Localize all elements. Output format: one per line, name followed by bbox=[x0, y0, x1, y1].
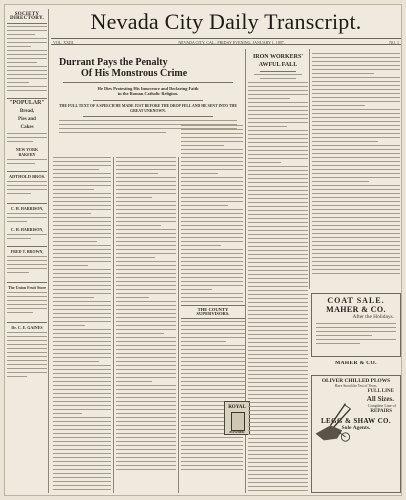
popular-heading: "POPULAR" bbox=[9, 100, 45, 107]
story-column-1 bbox=[53, 157, 111, 493]
union-fruit-heading: The Union Fruit Store bbox=[7, 285, 47, 291]
maher-firm-name: MAHER & CO. bbox=[326, 305, 386, 314]
newspaper-page bbox=[4, 4, 402, 496]
powder-label: POWDER bbox=[229, 430, 245, 434]
iron-workers-subhead: AWFUL FALL bbox=[258, 62, 298, 68]
harrison-heading-1: C. H. HARRISON, bbox=[10, 206, 44, 212]
bread-item: Bread, bbox=[19, 109, 35, 115]
ny-bakery-heading: NEW YORK BAKERY bbox=[15, 147, 39, 158]
complete-line-label: Complete Line of bbox=[367, 403, 396, 408]
royal-powder-ad bbox=[224, 401, 250, 435]
story-column-2 bbox=[116, 157, 176, 493]
iron-workers-headline: IRON WORKERS' bbox=[252, 54, 304, 60]
volume-label: VOL. XXIII. bbox=[53, 40, 74, 45]
society-directory-heading: SOCIETY DIRECTORY. bbox=[9, 12, 45, 22]
main-subhead-1: He Dies Protesting His Innocence and Declaring Faith bbox=[97, 86, 199, 91]
sole-agents-label: Sole Agents. bbox=[341, 425, 371, 431]
plows-test-of-years: Have Stood the Test of Years. bbox=[334, 384, 378, 388]
legg-shaw-firm: LEGG & SHAW CO. bbox=[320, 417, 392, 425]
maher-firm-name-2: MAHER & CO. bbox=[335, 361, 377, 366]
main-headline-2: Of His Monstrous Crime bbox=[81, 68, 188, 79]
harrison-heading-2: C. H. HARRISON, bbox=[10, 227, 44, 233]
coat-sale-title: COAT SALE. bbox=[327, 296, 385, 305]
baking-powder-can-icon bbox=[231, 412, 245, 431]
county-supervisors-heading: THE COUNTY SUPERVISORS. bbox=[196, 307, 230, 317]
main-subhead-3: THE FULL TEXT OF A SPEECH HE MADE JUST BEFORE THE DROP FELL AND HE SENT INTO THE GREAT UNKNOWN. bbox=[59, 103, 237, 113]
plows-title: OLIVER CHILLED PLOWS bbox=[321, 378, 391, 384]
royal-label: ROYAL bbox=[228, 405, 246, 410]
main-subhead-2: in the Roman Catholic Religion. bbox=[117, 91, 179, 97]
gaines-heading: Dr. C. E. GAINES bbox=[11, 325, 43, 331]
directory-column bbox=[7, 11, 47, 493]
bros-heading: ADTHOLD BROS. bbox=[8, 174, 46, 180]
coat-sale-ad bbox=[311, 293, 401, 357]
dateline-bar bbox=[51, 38, 401, 45]
issue-number: NO. 1 bbox=[389, 40, 399, 45]
brown-heading: FRED T. BROWN, bbox=[10, 249, 44, 255]
iron-workers-column bbox=[248, 53, 308, 493]
county-supervisors-block bbox=[181, 303, 245, 399]
repairs-label: REPAIRS bbox=[370, 409, 392, 414]
main-headline-1: Durrant Pays the Penalty bbox=[59, 57, 168, 68]
maher-second-ad bbox=[312, 361, 400, 373]
plow-illustration bbox=[311, 397, 355, 447]
cakes-item: Cakes bbox=[20, 125, 34, 131]
masthead bbox=[51, 9, 401, 45]
newspaper-title: Nevada City Daily Transcript. bbox=[90, 9, 362, 34]
date-label: NEVADA CITY, CAL., FRIDAY EVENING, JANUARY 1, 1897. bbox=[178, 40, 285, 45]
pies-item: Pies and bbox=[18, 117, 36, 123]
right-news-column bbox=[312, 53, 400, 289]
after-holidays-tagline: After the Holidays. bbox=[352, 314, 394, 320]
all-sizes-label: All Sizes. bbox=[366, 395, 394, 403]
full-line-label: FULL LINE bbox=[367, 389, 394, 394]
